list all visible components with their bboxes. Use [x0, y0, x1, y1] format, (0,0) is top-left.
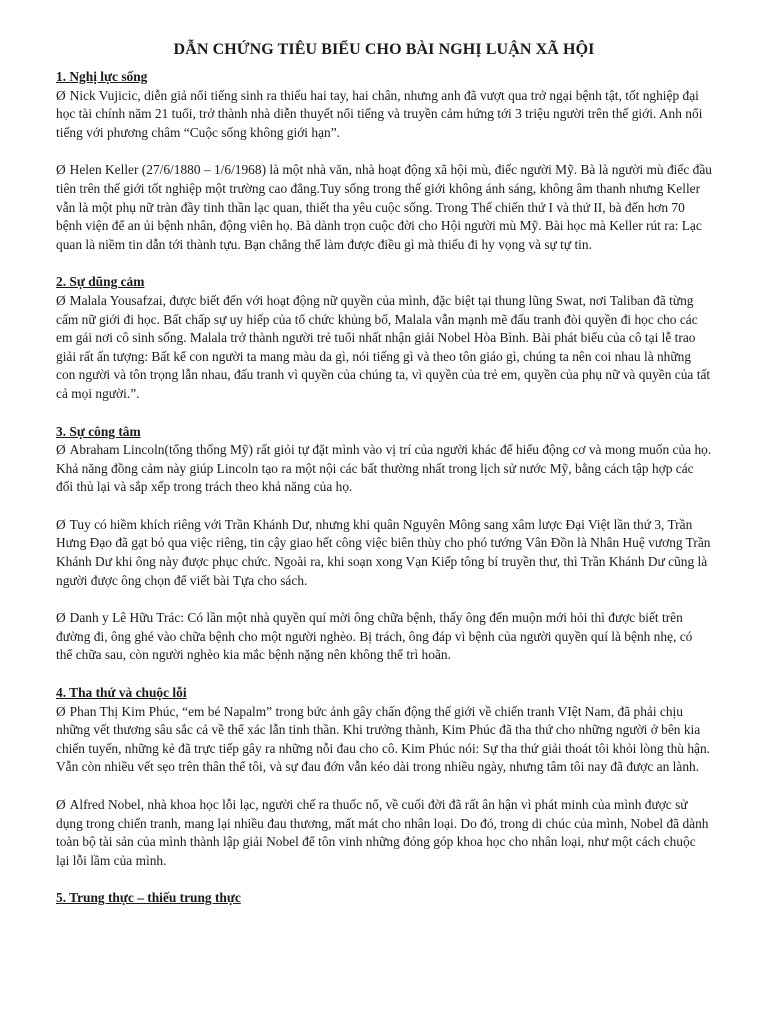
document-title: DẪN CHỨNG TIÊU BIỂU CHO BÀI NGHỊ LUẬN XÃ HỘI — [173, 41, 595, 58]
section — [56, 423, 712, 666]
bullet-marker-icon: Ø — [56, 442, 66, 458]
section — [56, 273, 712, 403]
bullet-paragraph — [56, 292, 712, 404]
bullet-marker-icon: Ø — [56, 797, 66, 812]
paragraph-text: Nick Vujicic, diễn giả nổi tiếng sinh ra thiếu hai tay, hai chân, nhưng anh đã vượt qua trở ngại bệnh tật, tốt nghiệp đại học tài chính năm 21 tuổi, trở thành nhà diễn thuyết nổi tiếng và truyền cảm hứng tới 3 triệu người trên thế giới. Anh nổi tiếng với phương châm “Cuộc sống không giới hạn”. — [56, 87, 703, 140]
bullet-marker-icon: Ø — [56, 703, 66, 719]
section-heading: 5. Trung thực – thiếu trung thực — [56, 890, 241, 906]
document-body — [56, 68, 712, 908]
section — [56, 68, 712, 254]
bullet-marker-icon: Ø — [56, 516, 66, 532]
paragraph-text: Phan Thị Kim Phúc, “em bé Napalm” trong bức ảnh gây chấn động thế giới về chiến tranh VIệt Nam, đã phải chịu những vết thương sâu sắc cả về thể xác lẫn tinh thần. Khi trưởng thành, Kim Phúc đã tha thứ cho những người ở bên kia chiến tuyến, những kẻ đã trực tiếp gây ra những nỗi đau cho cô. Kim Phúc nói: Sự tha thứ giải thoát tôi khỏi lòng thù hận. Vẫn còn nhiều vết sẹo trên thân thể tôi, và sự đau đớn vẫn kéo dài trong nhiều ngày, nhưng tâm tôi nay đã được an lành. — [56, 703, 711, 775]
bullet-paragraph — [56, 87, 712, 143]
section — [56, 889, 712, 908]
bullet-marker-icon: Ø — [56, 610, 66, 626]
paragraph-text: Danh y Lê Hữu Trác: Có lần một nhà quyền quí mời ông chữa bệnh, thấy ông đến muộn mới hỏi thì được biết trên đường đi, ông ghé vào chữa bệnh cho một người nghèo. Bị trách, ông đáp vì bệnh của người quyền quí là bệnh nhẹ, có thể chữa sau, còn người nghèo kia mắc bệnh nặng nên không thể trì hoãn. — [56, 610, 693, 663]
bullet-paragraph — [56, 703, 712, 777]
bullet-paragraph — [56, 796, 712, 870]
bullet-marker-icon: Ø — [56, 292, 66, 308]
bullet-paragraph — [56, 161, 712, 254]
bullet-paragraph — [56, 516, 712, 590]
section-heading: 1. Nghị lực sống — [56, 69, 148, 84]
section-heading: 2. Sự dũng cảm — [56, 274, 145, 290]
bullet-marker-icon: Ø — [56, 162, 66, 178]
bullet-marker-icon: Ø — [56, 87, 66, 103]
paragraph-text: Tuy có hiềm khích riêng với Trần Khánh Dư, nhưng khi quân Nguyên Mông sang xâm lược Đại Việt lần thứ 3, Trần Hưng Đạo đã gạt bỏ qua việc riêng, tin cậy giao hết công việc biên thùy cho phó tướng Vân Đồn là Nhân Huệ vương Trần Khánh Dư khi ông này được phục chức. Ngoài ra, khi soạn xong Vạn Kiếp tông bí truyền thư, thì Trần Khánh Dư cũng là người được ông chọn để viết bài Tựa cho sách. — [56, 516, 711, 588]
section-heading: 3. Sự công tâm — [56, 423, 141, 439]
section — [56, 684, 712, 870]
bullet-paragraph — [56, 609, 712, 665]
paragraph-text: Malala Yousafzai, được biết đến với hoạt động nữ quyền của mình, đặc biệt tại thung lũng Swat, nơi Taliban đã từng cấm nữ giới đi học. Bất chấp sự uy hiếp của tổ chức khủng bố, Malala vẫn mạnh mẽ đấu tranh đòi quyền đi học cho các em gái nơi cô sinh sống. Malala trở thành người trẻ tuổi nhất nhận giải Nobel Hòa Bình. Bài phát biểu của cô tại lễ trao giải rất ấn tượng: Bất kể con người ta mang màu da gì, nói tiếng gì và theo tôn giáo gì, chúng ta nên coi nhau là những con người và tôn trọng lẫn nhau, đấu tranh vì quyền của chúng ta, vì quyền của trẻ em, quyền của phụ nữ và quyền của tất cả mọi người.”. — [56, 292, 711, 401]
section-heading: 4. Tha thứ và chuộc lỗi — [56, 685, 187, 701]
paragraph-text: Helen Keller (27/6/1880 – 1/6/1968) là một nhà văn, nhà hoạt động xã hội mù, điếc người Mỹ. Bà là người mù điếc đầu tiên trên thế giới tốt nghiệp một trường cao đẳng.Tuy sống trong thế giới không ánh sáng, không âm thanh nhưng Keller vẫn là một phụ nữ tràn đầy tinh thần lạc quan, thiết tha yêu cuộc sống. Trong Thế chiến thứ I và thứ II, bà đến hơn 70 bệnh viện để an ủi bệnh nhân, động viên họ. Bà dành trọn cuộc đời cho Hội người mù Mỹ. Bài học mà Keller rút ra: Lạc quan là niềm tin dẫn tới thành tựu. Bạn chẳng thể làm được điều gì mà thiếu đi hy vọng và sự tự tin. — [56, 162, 712, 252]
paragraph-text: Alfred Nobel, nhà khoa học lỗi lạc, người chế ra thuốc nổ, về cuối đời đã rất ân hận vì phát minh của mình được sử dụng trong chiến tranh, mang lại nhiều đau thương, mất mát cho nhân loại. Do đó, trong di chúc của mình, Nobel đã dành toàn bộ tài sản của mình thành lập giải Nobel để tôn vinh những đóng góp khoa học cho nhân loại, như một cách chuộc lại lỗi lầm của mình. — [56, 797, 709, 868]
paragraph-text: Abraham Lincoln(tổng thống Mỹ) rất giỏi tự đặt mình vào vị trí của người khác để hiểu động cơ và mong muốn của họ. Khả năng đồng cảm này giúp Lincoln tạo ra một nội các bất thường nhất trong lịch sử nước Mỹ, bằng cách tập hợp các đối thủ lại và sắp xếp trong trách theo khả năng của họ. — [56, 442, 712, 495]
bullet-paragraph — [56, 441, 712, 497]
